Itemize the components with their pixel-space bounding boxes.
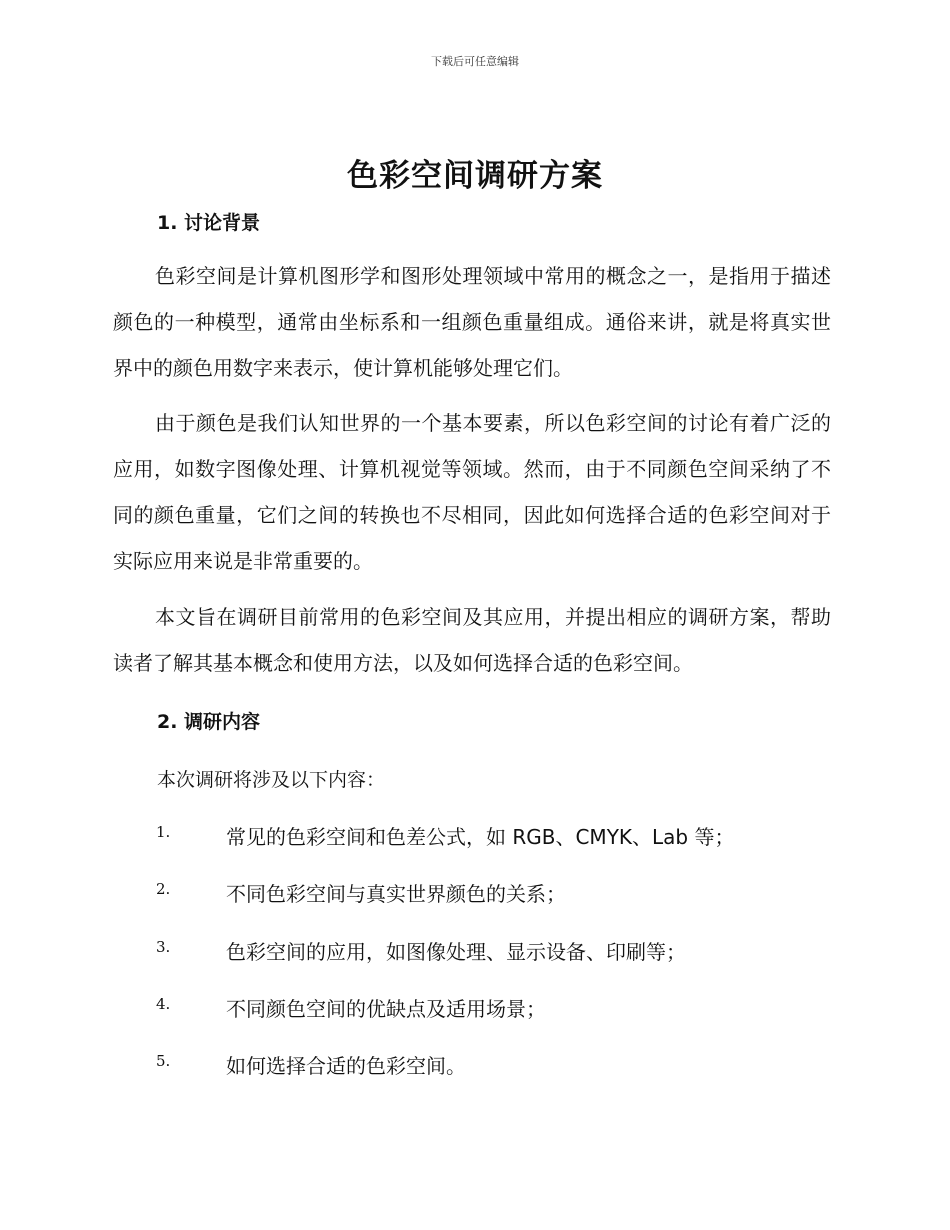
list-item-number: 4.: [156, 995, 171, 1013]
list-intro: 本次调研将涉及以下内容：: [157, 769, 386, 791]
list-item-number: 5.: [156, 1052, 171, 1070]
list-item-number: 1.: [156, 823, 171, 841]
paragraph-color-space-definition: 色彩空间是计算机图形学和图形处理领域中常用的概念之一，是指用于描述颜色的一种模型，通常由坐标系和一组颜色重量组成。通俗来讲，就是将真实世界中的颜色用数字来表示，使计算机能够处理它们。: [113, 264, 831, 380]
document-title: 色彩空间调研方案: [347, 158, 603, 194]
list-item: [0, 1050, 950, 1080]
list-item-text: 常见的色彩空间和色差公式，如 RGB、CMYK、Lab 等；: [226, 825, 735, 849]
paragraph-purpose: 本文旨在调研目前常用的色彩空间及其应用，并提出相应的调研方案，帮助读者了解其基本概念和使用方法，以及如何选择合适的色彩空间。: [113, 605, 831, 675]
page-header: 下载后可任意编辑: [431, 55, 519, 68]
list-item: [0, 821, 950, 851]
list-item: [0, 993, 950, 1023]
list-item-text: 色彩空间的应用，如图像处理、显示设备、印刷等；: [226, 940, 686, 964]
list-item: [0, 936, 950, 966]
section-heading-content: 2. 调研内容: [157, 711, 261, 733]
list-item-text: 不同色彩空间与真实世界颜色的关系；: [226, 882, 566, 906]
list-item: [0, 878, 950, 908]
list-item-number: 3.: [156, 938, 171, 956]
list-item-number: 2.: [156, 880, 171, 898]
paragraph-applications: 由于颜色是我们认知世界的一个基本要素，所以色彩空间的讨论有着广泛的应用，如数字图像处理、计算机视觉等领域。然而，由于不同颜色空间采纳了不同的颜色重量，它们之间的转换也不尽相同，因此如何选择合适的色彩空间对于实际应用来说是非常重要的。: [113, 411, 831, 573]
list-item-text: 如何选择合适的色彩空间。: [226, 1054, 466, 1078]
list-item-text: 不同颜色空间的优缺点及适用场景；: [226, 997, 546, 1021]
section-heading-background: 1. 讨论背景: [157, 212, 261, 234]
